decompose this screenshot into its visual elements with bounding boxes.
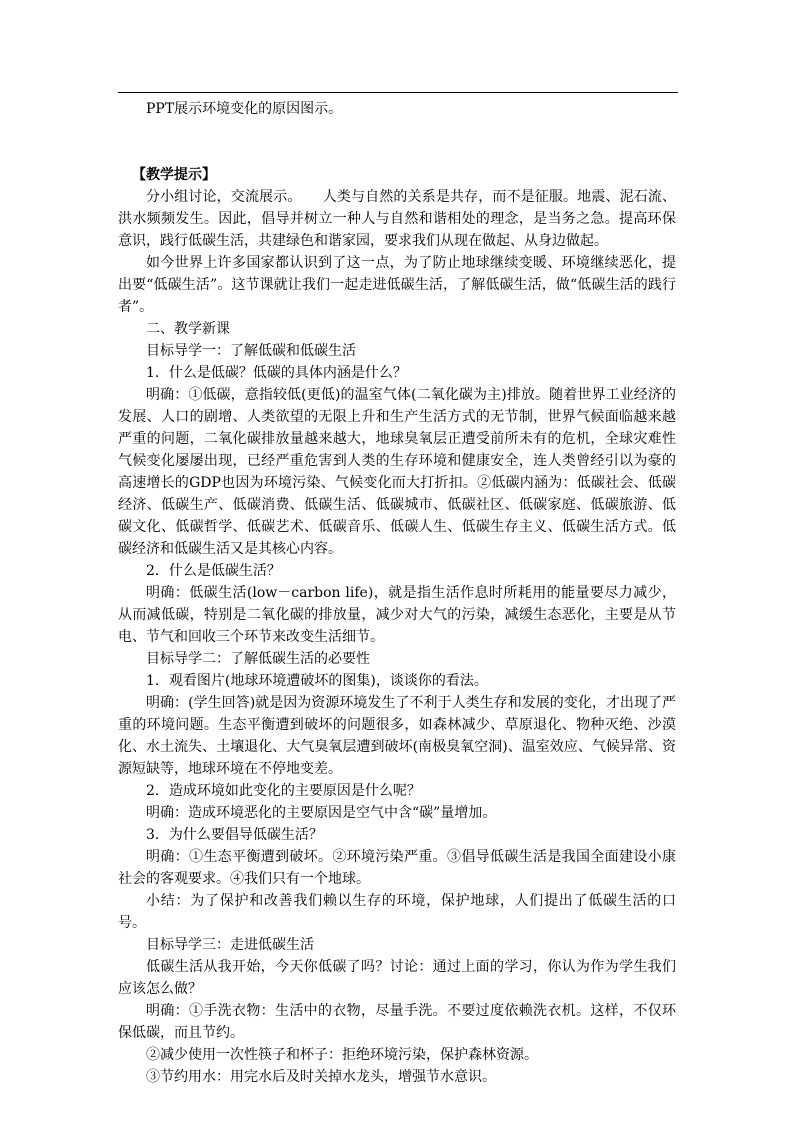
question: 2．什么是低碳生活？ (146, 563, 281, 579)
tip-heading-paragraph (118, 164, 676, 186)
question: 3．为什么要倡导低碳生活？ (146, 827, 323, 843)
list-item: ②减少使用一次性筷子和杯子：拒绝环境污染，保护森林资源。 (146, 1047, 538, 1063)
question: 1．观看图片(地球环境遭破坏的图集)，谈谈你的看法。 (146, 673, 488, 689)
goal-heading: 目标导学一：了解低碳和低碳生活 (146, 343, 356, 359)
answer-paragraph: 明确：造成环境恶化的主要原因是空气中含“碳”量增加。 (146, 805, 497, 821)
header-rule (118, 92, 678, 93)
summary-paragraph: 小结：为了保护和改善我们赖以生存的环境，保护地球，人们提出了低碳生活的口号。 (118, 893, 676, 931)
tip-heading: 【教学提示】 (132, 167, 216, 183)
goal-heading: 目标导学二：了解低碳生活的必要性 (146, 651, 370, 667)
list-item: ③节约用水：用完水后及时关掉水龙头，增强节水意识。 (146, 1069, 496, 1085)
answer-paragraph: 明确：低碳生活(low－carbon life)，就是指生活作息时所耗用的能量要尽力减少，从而减低碳，特别是二氧化碳的排放量，减少对大气的污染，减缓生态恶化，主要是从节电、节气和回收三个环节来改变生活细节。 (118, 585, 676, 645)
section-heading: 二、教学新课 (146, 321, 230, 337)
answer-paragraph: 明确：①生态平衡遭到破坏。②环境污染严重。③倡导低碳生活是我国全面建设小康社会的客观要求。④我们只有一个地球。 (118, 849, 676, 887)
body-paragraph: 如今世界上许多国家都认识到了这一点，为了防止地球继续变暖、环境继续恶化，提出要“低碳生活”。这节课就让我们一起走进低碳生活，了解低碳生活，做“低碳生活的践行者”。 (118, 255, 676, 315)
discussion-paragraph: 低碳生活从我开始，今天你低碳了吗？讨论：通过上面的学习，你认为作为学生我们应该怎么做？ (118, 959, 676, 997)
question: 1．什么是低碳？低碳的具体内涵是什么？ (146, 365, 407, 381)
document-body (118, 98, 676, 1088)
intro-line: PPT展示环境变化的原因图示。 (146, 101, 343, 117)
goal-heading: 目标导学三：走进低碳生活 (146, 937, 314, 953)
question: 2．造成环境如此变化的主要原因是什么呢？ (146, 783, 421, 799)
answer-paragraph: 明确：(学生回答)就是因为资源环境发生了不利于人类生存和发展的变化，才出现了严重的环境问题。生态平衡遭到破坏的问题很多，如森林减少、草原退化、物种灭绝、沙漠化、水土流失、土壤退化、大气臭氧层遭到破坏(南极臭氧空洞)、温室效应、气候异常、资源短缺等，地球环境在不停地变差。 (118, 695, 676, 777)
answer-paragraph: 明确：①手洗衣物：生活中的衣物，尽量手洗。不要过度依赖洗衣机。这样，不仅环保低碳，而且节约。 (118, 1003, 676, 1041)
body-paragraph: 分小组讨论，交流展示。 人类与自然的关系是共存，而不是征服。地震、泥石流、洪水频频发生。因此，倡导并树立一种人与自然和谐相处的理念，是当务之急。提高环保意识，践行低碳生活，共建绿色和谐家园，要求我们从现在做起、从身边做起。 (118, 189, 676, 249)
answer-paragraph: 明确：①低碳，意指较低(更低)的温室气体(二氧化碳为主)排放。随着世界工业经济的发展、人口的剧增、人类欲望的无限上升和生产生活方式的无节制，世界气候面临越来越严重的问题，二氧化碳排放量越来越大，地球臭氧层正遭受前所未有的危机，全球灾难性气候变化屡屡出现，已经严重危害到人类的生存环境和健康安全，连人类曾经引以为豪的高速增长的GDP也因为环境污染、气候变化而大打折扣。②低碳内涵为：低碳社会、低碳经济、低碳生产、低碳消费、低碳生活、低碳城市、低碳社区、低碳家庭、低碳旅游、低碳文化、低碳哲学、低碳艺术、低碳音乐、低碳人生、低碳生存主义、低碳生活方式。低碳经济和低碳生活又是其核心内容。 (118, 387, 676, 557)
